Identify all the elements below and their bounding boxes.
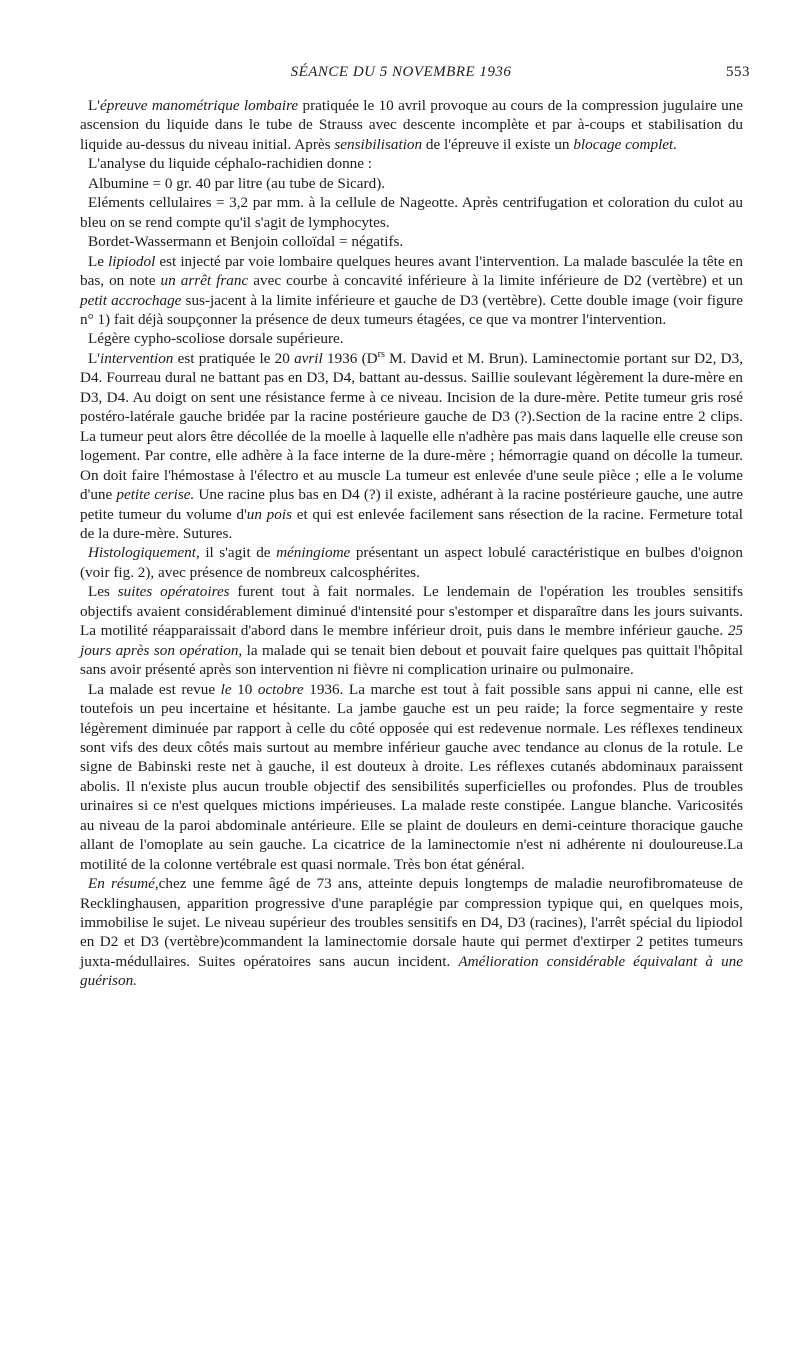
italic-text: un arrêt franc xyxy=(160,272,249,290)
text-run: La malade est revue xyxy=(88,680,221,698)
text-run: L' xyxy=(88,349,101,367)
paragraph xyxy=(80,174,743,193)
text-run: est pratiquée le 20 xyxy=(173,349,295,367)
paragraph xyxy=(80,232,743,251)
paragraph xyxy=(80,154,743,173)
italic-text: méningiome xyxy=(276,544,351,562)
italic-text: un pois xyxy=(246,505,292,523)
text-run: et qui est enlevée facilement sans résection de la racine. Fermeture total de la dure-mère. Sutures. xyxy=(80,505,743,542)
article-body xyxy=(80,96,743,991)
italic-text: petit accrochage xyxy=(80,291,182,309)
paragraph xyxy=(80,543,743,582)
text-run: pratiquée le 10 avril provoque au cours de la compression jugulaire une ascension du liquide dans le tube de Strauss avec descente incomplète et par à-coups et stabilisation du liquide au-dessus du niveau initial. Après xyxy=(80,97,744,153)
text-run: Légère cypho-scoliose dorsale supérieure. xyxy=(88,330,344,348)
text-run: 1936. La marche est tout à fait possible sans appui ni canne, elle est toutefois un peu incertaine et hésitante. La jambe gauche est un peu raide; la force segmentaire y reste légèrement diminuée par rapport à celle du côté opposée qui est redevenue normale. Les réflexes tendineux sont vifs des deux côtés mais surtout au membre inférieur gauche avec tendance au clonus de la rotule. Le signe de Babinski reste net à gauche, il est douteux à droite. Les réflexes cutanés abdominaux paraissent abolis. Il n'existe plus aucun trouble objectif des sensibilités superficielles ou profondes. Plus de troubles urinaires si ce n'est quelques mictions impérieuses. La malade reste constipée. Langue blanche. Varicosités au niveau de la paroi abdominale antérieure. Elle se plaint de douleurs en demi-ceinture thoracique gauche allant de l'omoplate au sein gauche. La cicatrice de la laminectomie n'est ni adhérente ni douloureuse.La motilité de la colonne vertébrale est quasi normale. Très bon état général. xyxy=(80,680,744,873)
paragraph xyxy=(80,349,743,544)
paragraph xyxy=(80,329,743,348)
italic-text: Histologiquement, xyxy=(88,544,200,562)
text-run: la malade qui se tenait bien debout et pouvait faire quelques pas quittait l'hôpital sans avoir présenté après son intervention ni fièvre ni complication urinaire ou pulmonaire. xyxy=(80,641,743,679)
italic-text: blocage complet. xyxy=(573,135,678,153)
italic-text: épreuve manométrique lombaire xyxy=(100,97,299,114)
paragraph xyxy=(80,96,743,154)
text-run: Une racine plus bas en D4 (?) il existe, adhérant à la racine postérieure gauche, une autre petite tumeur du volume d' xyxy=(80,486,744,523)
text-run: L'analyse du liquide céphalo-rachidien donne : xyxy=(88,155,373,173)
italic-text: le xyxy=(220,680,232,698)
text-run: M. David et M. Brun). Laminectomie portant sur D2, D3, D4. Fourreau dural ne battant pas en D3, D4, battant au-dessus. Saillie soulevant légèrement la dure-mère en D3, D4. Au doigt on sent une résistance ferme à ce niveau. Incision de la dure-mère. Petite tumeur gris rosé postéro-latérale gauche bridée par la racine postérieure gauche de D3 (?).Section de la racine entre 2 clips. La tumeur peut alors être décollée de la moelle à laquelle elle n'adhère pas mais dans laquelle elle creuse son logement. Par contre, elle adhère à la face interne de la dure-mère ; hémorragie quand on décolle la tumeur. On doit faire l'hémostase à l'électro et au muscle La tumeur est enlevée d'une seule pièce ; elle a le volume d'une xyxy=(80,349,744,504)
text-run: il s'agit de xyxy=(199,544,277,562)
paragraph xyxy=(80,680,743,875)
text-run: avec courbe à concavité inférieure à la limite inférieure de D2 (vertèbre) et un xyxy=(248,272,743,290)
italic-text: octobre xyxy=(257,680,304,698)
paragraph xyxy=(80,582,743,679)
paragraph xyxy=(80,252,743,330)
text-run: Les xyxy=(88,583,118,601)
page-number: 553 xyxy=(726,64,750,80)
superscript-text: rs xyxy=(377,348,385,360)
italic-text: intervention xyxy=(100,349,174,367)
italic-text: sensibilisation xyxy=(334,135,423,153)
text-run: présentant un aspect lobulé caractéristique en bulbes d'oignon (voir fig. 2), avec présence de nombreux calcosphérites. xyxy=(80,544,743,581)
text-run: est injecté par voie lombaire quelques heures avant l'intervention. La malade basculée la tête en bas, on note xyxy=(80,252,743,290)
text-run: Eléments cellulaires = 3,2 par mm. à la cellule de Nageotte. Après centrifugation et coloration du culot au bleu on se rend compte qu'il s'agit de lymphocytes. xyxy=(80,194,743,231)
italic-text: En résumé, xyxy=(88,875,159,893)
text-run: de l'épreuve il existe un xyxy=(422,135,574,153)
paragraph xyxy=(80,874,743,991)
italic-text: Amélioration considérable équivalant à une guérison. xyxy=(80,952,744,990)
text-run: 10 xyxy=(231,680,258,698)
running-title: SÉANCE DU 5 NOVEMBRE 1936 xyxy=(290,64,512,80)
italic-text: 25 jours après son opération, xyxy=(80,622,743,659)
text-run: Albumine = 0 gr. 40 par litre (au tube de Sicard). xyxy=(88,174,386,192)
text-run: sus-jacent à la limite inférieure et gauche de D3 (vertèbre). Cette double image (voir figure n° 1) fait déjà soupçonner la présence de deux tumeurs étagées, ce que va montrer l'intervention. xyxy=(80,291,743,328)
italic-text: suites opératoires xyxy=(117,583,230,601)
italic-text: petite cerise. xyxy=(116,486,195,504)
text-run: furent tout à fait normales. Le lendemain de l'opération les troubles sensitifs objectifs avaient considérablement diminué d'intensité pour s'estomper et disparaître dans les jours suivants. La motilité réapparaissait d'abord dans le membre inférieur droit, puis dans le membre inférieur gauche. xyxy=(80,583,743,640)
paragraph xyxy=(80,193,743,232)
italic-text: avril xyxy=(294,349,323,367)
text-run: 1936 (D xyxy=(322,349,378,367)
text-run: L' xyxy=(88,97,101,114)
italic-text: lipiodol xyxy=(108,252,156,270)
text-run: Bordet-Wassermann et Benjoin colloïdal = négatifs. xyxy=(88,233,404,251)
text-run: Le xyxy=(88,252,109,270)
text-run: chez une femme âgé de 73 ans, atteinte depuis longtemps de maladie neurofibromateuse de Recklinghausen, apparition progressive d'une paraplégie par compression typique qui, en quelques mois, immobilise le sujet. Le niveau supérieur des troubles sensitifs en D4, D3 (racines), l'arrêt spécial du lipiodol en D2 et D3 (vertèbre)commandent la laminectomie dorsale haute qui permet d'extirper 2 petites tumeurs juxta-médullaires. Suites opératoires sans aucun incident. xyxy=(80,875,743,970)
